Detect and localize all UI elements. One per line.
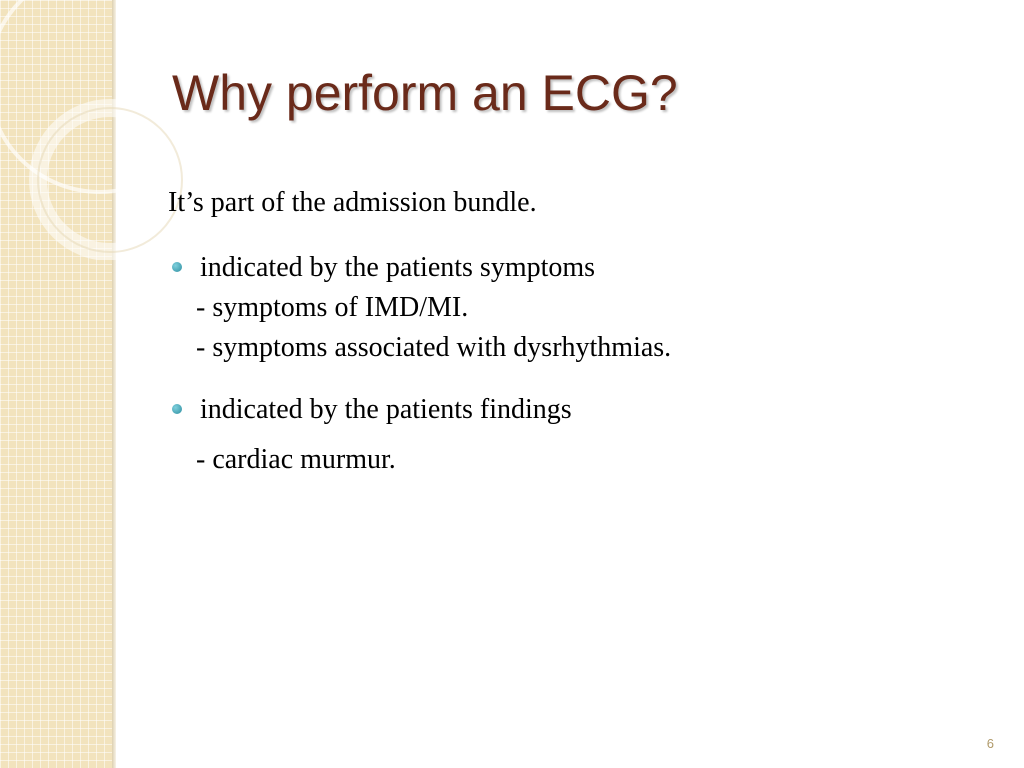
- sub-point: - symptoms of IMD/MI.: [196, 292, 469, 323]
- bullet-text: indicated by the patients findings: [200, 394, 572, 425]
- page-number: 6: [986, 736, 994, 751]
- decorative-ring-thick-outline: [38, 108, 182, 252]
- bullet-dot-icon: [172, 262, 182, 272]
- bullet-item-symptoms: [168, 248, 968, 368]
- intro-text: It’s part of the admission bundle.: [168, 187, 537, 218]
- slide-body: [168, 184, 968, 502]
- sub-point: - symptoms associated with dysrhythmias.: [196, 332, 672, 363]
- bullet-item-findings: [168, 390, 968, 480]
- bullet-dot-icon: [172, 404, 182, 414]
- slide-title: Why perform an ECG?: [172, 65, 678, 121]
- bullet-text: indicated by the patients symptoms: [200, 252, 596, 283]
- sub-point: - cardiac murmur.: [196, 444, 396, 475]
